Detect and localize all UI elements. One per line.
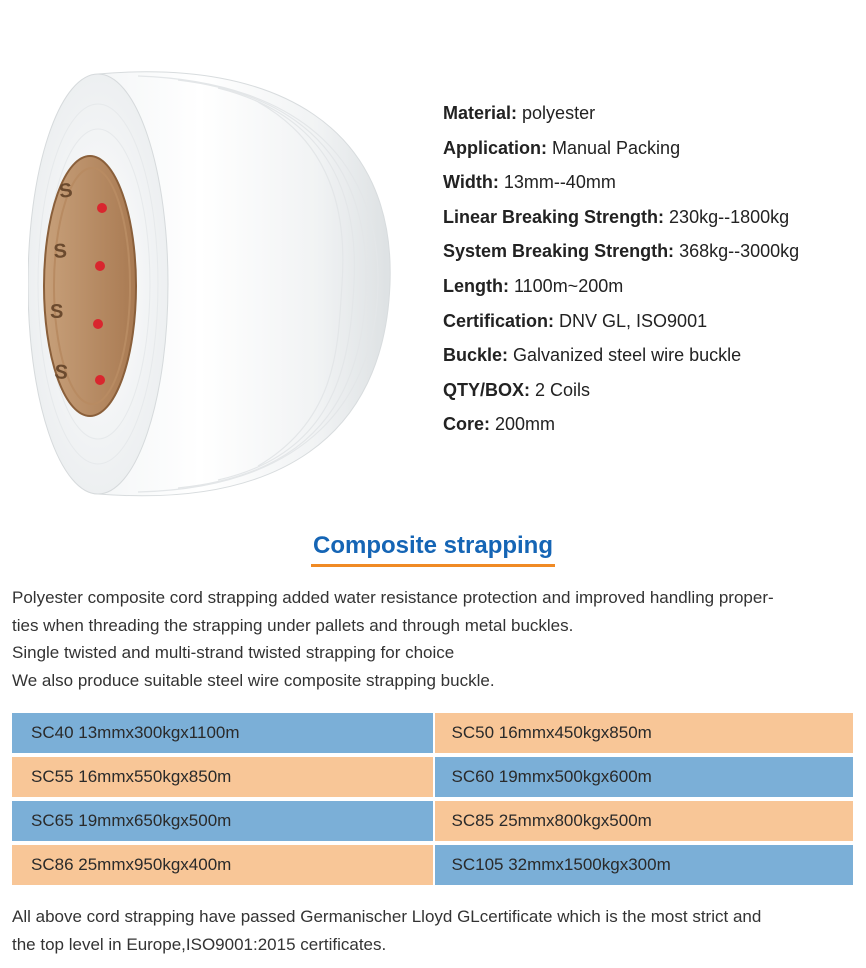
spec-value: Manual Packing <box>547 137 681 158</box>
spec-value: 13mm--40mm <box>498 172 616 193</box>
section-heading <box>0 531 866 567</box>
spec-label: Linear Breaking Strength: <box>443 206 665 227</box>
table-row <box>12 713 853 757</box>
table-cell: SC40 13mmx300kgx1100m <box>12 713 433 757</box>
table-cell: SC60 19mmx500kgx600m <box>433 757 854 801</box>
svg-text:S: S <box>50 301 64 323</box>
spec-label: System Breaking Strength: <box>443 241 675 262</box>
spec-list <box>443 98 863 444</box>
spec-label: Buckle: <box>443 345 509 366</box>
svg-text:S: S <box>52 240 68 263</box>
spec-row <box>443 271 863 306</box>
spec-row <box>443 409 863 444</box>
spec-label: Length: <box>443 275 509 296</box>
spec-label: Certification: <box>443 310 555 331</box>
strapping-roll-image <box>28 68 398 500</box>
spec-row <box>443 98 863 133</box>
description <box>12 584 857 694</box>
spec-label: QTY/BOX: <box>443 379 531 400</box>
section-title: Composite strapping <box>311 531 555 567</box>
table-cell: SC55 16mmx550kgx850m <box>12 757 433 801</box>
table-row <box>12 757 853 801</box>
spec-label: Application: <box>443 137 547 158</box>
spec-value: DNV GL, ISO9001 <box>554 310 708 331</box>
note-line: All above cord strapping have passed Germanischer Lloyd GLcertificate which is the most strict and <box>12 907 762 926</box>
spec-value: Galvanized steel wire buckle <box>508 345 742 366</box>
spec-label: Width: <box>443 172 499 193</box>
table-cell: SC105 32mmx1500kgx300m <box>433 845 854 889</box>
spec-value: 2 Coils <box>530 379 591 400</box>
spec-value: 1100m~200m <box>508 275 624 296</box>
table-cell: SC86 25mmx950kgx400m <box>12 845 433 889</box>
spec-row <box>443 236 863 271</box>
spec-label: Material: <box>443 103 518 123</box>
table-cell: SC65 19mmx650kgx500m <box>12 801 433 845</box>
svg-text:S: S <box>53 361 69 385</box>
spec-row <box>443 133 863 168</box>
note-line: the top level in Europe,ISO9001:2015 certificates. <box>12 934 387 954</box>
spec-value: polyester <box>517 103 596 123</box>
spec-value: 200mm <box>490 414 556 435</box>
spec-row <box>443 306 863 341</box>
model-table <box>12 713 853 889</box>
spec-row <box>443 167 863 202</box>
table-row <box>12 845 853 889</box>
spec-value: 368kg--3000kg <box>674 241 800 262</box>
certificate-note <box>12 903 857 958</box>
table-cell: SC50 16mmx450kgx850m <box>433 713 854 757</box>
table-row <box>12 801 853 845</box>
spec-row <box>443 202 863 237</box>
spec-label: Core: <box>443 414 491 435</box>
table-cell: SC85 25mmx800kgx500m <box>433 801 854 845</box>
description-line: Polyester composite cord strapping added water resistance protection and improved handling proper- <box>12 588 774 607</box>
description-line: We also produce suitable steel wire composite strapping buckle. <box>12 670 495 690</box>
spec-row <box>443 375 863 410</box>
spec-row <box>443 340 863 375</box>
spec-value: 230kg--1800kg <box>664 206 790 227</box>
description-line: Single twisted and multi-strand twisted strapping for choice <box>12 643 455 662</box>
description-line: ties when threading the strapping under pallets and through metal buckles. <box>12 615 574 635</box>
svg-text:S: S <box>57 179 74 203</box>
